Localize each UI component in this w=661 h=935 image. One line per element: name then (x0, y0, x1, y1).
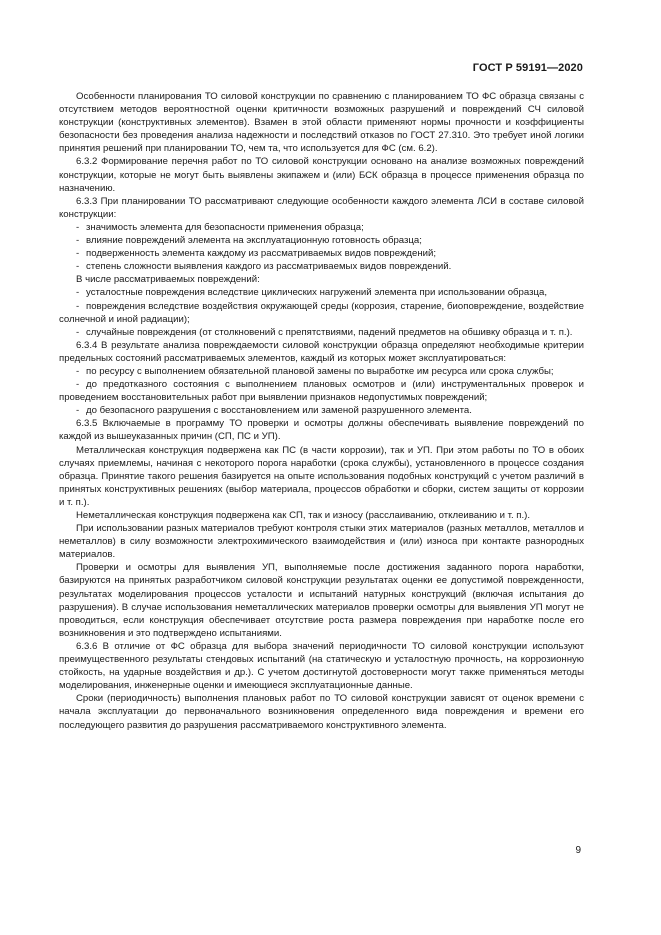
dash-bullet: - (76, 379, 80, 391)
document-body (59, 90, 584, 732)
list-item (59, 378, 584, 404)
paragraph: 6.3.2 Формирование перечня работ по ТО силовой конструкции основано на анализе возможных повреждений конструкции, которые не могут быть выявлены экипажем и (или) БСК образца в процессе применения образца по назначению. (59, 156, 584, 194)
list-item-text: усталостные повреждения вследствие циклических нагружений элемента при использовании образца, (86, 287, 547, 299)
paragraph: Неметаллическая конструкция подвержена как СП, так и износу (расслаиванию, отклеиванию и т. п.). (76, 510, 531, 521)
paragraph: В числе рассматриваемых повреждений: (76, 274, 260, 286)
list-item (59, 300, 584, 326)
paragraph: Особенности планирования ТО силовой конструкции по сравнению с планированием ТО ФС образца связаны с отсутствием методов вероятностной оценки критичности возможных разрушений и повреждений СЧ силовой конструкции (конструктивных элементов). Взамен в этой области применяют нормы прочности и коэффициенты безопасности без проведения анализа надежности и последствий отказов по ГОСТ 27.310. Это требует иной логики принятия решений при планировании ТО, чем та, что используется для ФС (см. 6.2). (59, 91, 584, 155)
dash-bullet: - (76, 261, 80, 273)
list-item-text: до безопасного разрушения с восстановлением или заменой разрушенного элемента. (86, 405, 472, 417)
paragraph: 6.3.6 В отличие от ФС образца для выбора значений периодичности ТО силовой конструкции используют преимущественного результаты стендовых испытаний (на статическую и усталостную прочность, на коррозионную стойкость, на ударные воздействия и др.). С учетом достигнутой достоверности могут также применяться методы моделирования, инженерные оценки и имеющиеся эксплуатационные данные. (59, 640, 584, 692)
list-item-text: подверженность элемента каждому из рассматриваемых видов повреждений; (86, 248, 436, 260)
list-item (59, 247, 584, 260)
paragraph: Металлическая конструкция подвержена как ПС (в части коррозии), так и УП. При этом работы по ТО в обоих случаях приемлемы, начиная с некоторого порога наработки (срока службы), установленного в процессе создания образца. Принятие такого решения базируется на опыте использования подобных конструкций с учетом различий в принятых конструктивных решениях (выбор материала, процессов обработки и сборки, систем защиты от коррозии и т. п.). (59, 444, 584, 508)
list-item-text: влияние повреждений элемента на эксплуатационную готовность образца; (86, 235, 422, 247)
list-item-text: повреждения вследствие воздействия окружающей среды (коррозия, старение, биоповреждение, воздействие солнечной и иной радиации); (59, 300, 584, 325)
dash-bullet: - (76, 365, 80, 377)
list-item (59, 404, 584, 417)
list-item (59, 234, 584, 247)
page-number: 9 (575, 845, 581, 856)
dash-bullet: - (76, 405, 80, 417)
paragraph: При использовании разных материалов требуют контроля стыки этих материалов (разных металлов, металлов и неметаллов) в силу возможности электрохимического взаимодействия и (или) износа при контакте разнородных материалов. (59, 523, 584, 561)
document-id-header: ГОСТ Р 59191—2020 (472, 62, 583, 74)
list-item-text: значимость элемента для безопасности применения образца; (86, 221, 364, 233)
paragraph: 6.3.3 При планировании ТО рассматривают следующие особенности каждого элемента ЛСИ в составе силовой конструкции: (59, 195, 584, 220)
list-item (59, 365, 584, 378)
list-item-text: до предотказного состояния с выполнением плановых осмотров и (или) инструментальных проверок и проведением восстановительных работ при выявлении признаков недопустимых повреждений; (59, 379, 584, 404)
paragraph: 6.3.4 В результате анализа повреждаемости силовой конструкции образца определяют необходимые критерии предельных состояний рассматриваемых элементов, каждый из которых может эксплуатироваться: (59, 339, 584, 364)
dash-bullet: - (76, 235, 80, 247)
list-item (59, 221, 584, 234)
dash-bullet: - (76, 287, 80, 299)
paragraph: 6.3.5 Включаемые в программу ТО проверки и осмотры должны обеспечивать выявление повреждений по каждой из вышеуказанных причин (СП, ПС и УП). (59, 418, 584, 443)
list-item-text: случайные повреждения (от столкновений с препятствиями, падений предметов на обшивку образца и т. п.). (86, 326, 573, 338)
list-item (59, 260, 584, 273)
paragraph: Проверки и осмотры для выявления УП, выполняемые после достижения заданного порога наработки, базируются на принятых разработчиком силовой конструкции результатах оценки ее допустимой поврежденности, результатах моделирования процессов усталости и испытаний натурных конструкций (включая испытания до разрушения). В случае использования неметаллических материалов проверки осмотры для выявления УП могут не проводиться, если конструкция обеспечивает отсутствие роста размера повреждения при наработке после его возникновения и это подтверждено испытаниями. (59, 562, 584, 639)
list-item (59, 326, 584, 339)
dash-bullet: - (76, 221, 80, 233)
dash-bullet: - (76, 326, 80, 338)
list-item-text: степень сложности выявления каждого из рассматриваемых видов повреждений. (86, 261, 452, 273)
list-item-text: по ресурсу с выполнением обязательной плановой замены по выработке им ресурса или срока службы; (86, 365, 554, 377)
dash-bullet: - (76, 300, 80, 312)
dash-bullet: - (76, 248, 80, 260)
list-item (59, 286, 584, 299)
paragraph: Сроки (периодичность) выполнения плановых работ по ТО силовой конструкции зависят от оценок времени с начала эксплуатации до первоначального возникновения определенного вида повреждения и времени его последующего развития до разрушения рассматриваемого конструктивного элемента. (59, 693, 584, 731)
